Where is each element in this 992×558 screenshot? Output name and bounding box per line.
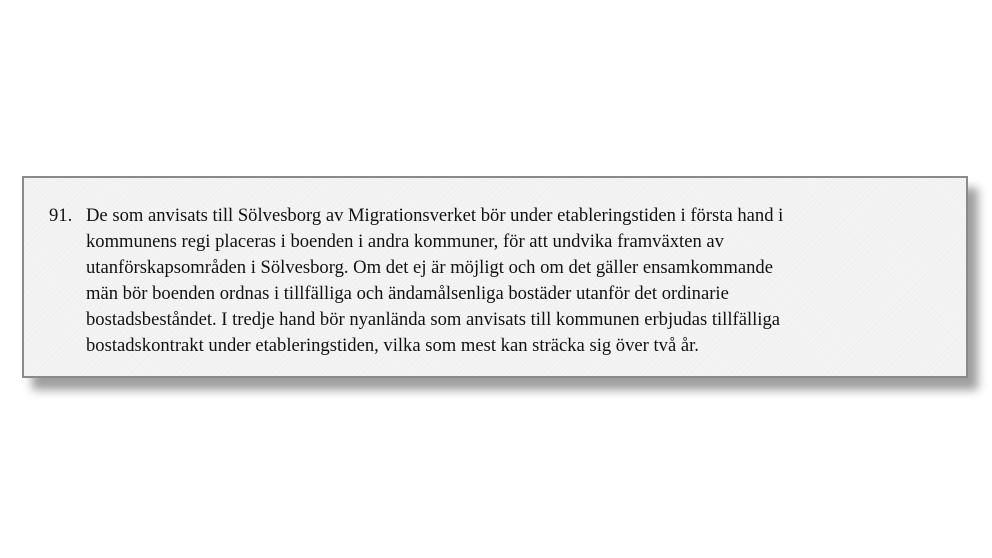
paragraph-line: utanförskapsområden i Sölvesborg. Om det ej är möjligt och om det gäller ensamkommande xyxy=(86,257,773,278)
document-excerpt-box xyxy=(22,176,968,378)
numbered-paragraph xyxy=(49,203,949,359)
paragraph-line: bostadskontrakt under etableringstiden, vilka som mest kan sträcka sig över två år. xyxy=(86,335,699,356)
paragraph-text xyxy=(86,203,949,359)
paragraph-line: män bör boenden ordnas i tillfälliga och ändamålsenliga bostäder utanför det ordinarie xyxy=(86,283,729,304)
item-number: 91. xyxy=(49,205,73,226)
paragraph-line: bostadsbeståndet. I tredje hand bör nyanlända som anvisats till kommunen erbjudas tillfälliga xyxy=(86,309,781,330)
paragraph-line: kommunens regi placeras i boenden i andra kommuner, för att undvika framväxten av xyxy=(86,231,724,252)
paragraph-line: De som anvisats till Sölvesborg av Migrationsverket bör under etableringstiden i första hand i xyxy=(86,205,784,226)
